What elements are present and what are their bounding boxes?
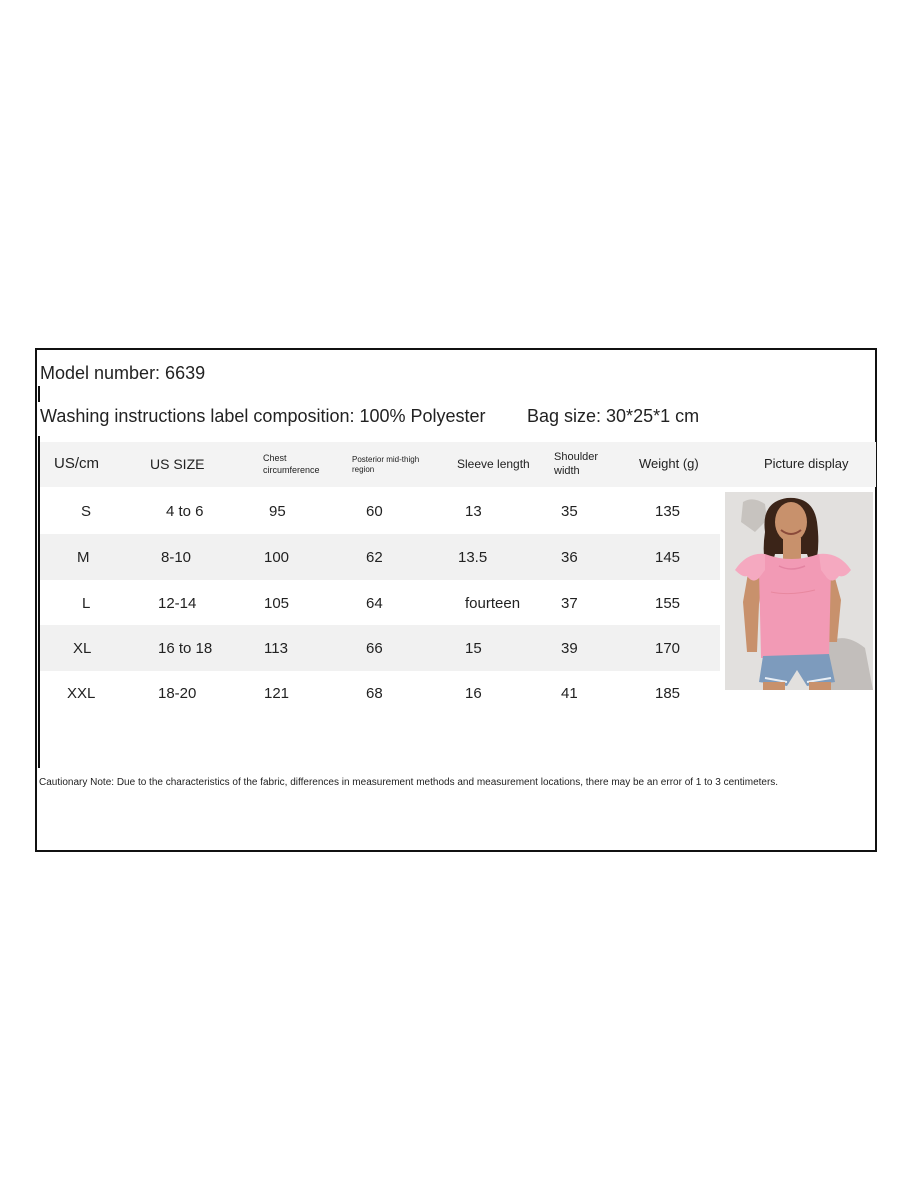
cell-shoulder: 37 xyxy=(561,594,578,612)
cell-chest: 113 xyxy=(264,639,288,657)
cell-shoulder: 36 xyxy=(561,548,578,566)
cell-us-size: 4 to 6 xyxy=(166,502,204,520)
model-number: Model number: 6639 xyxy=(40,363,206,383)
cell-us-size: 8-10 xyxy=(161,548,192,566)
cell-weight: 155 xyxy=(655,594,681,612)
table-row xyxy=(40,625,720,671)
cell-us-cm: M xyxy=(77,548,90,566)
table-row xyxy=(40,580,720,626)
cell-chest: 105 xyxy=(264,594,290,612)
cell-us-size: 16 to 18 xyxy=(158,639,213,657)
cell-weight: 145 xyxy=(655,548,681,566)
cell-sleeve: 13.5 xyxy=(458,548,488,566)
frame-marker xyxy=(38,386,40,402)
cell-posterior: 66 xyxy=(366,639,383,657)
cell-us-size: 18-20 xyxy=(158,684,197,702)
washing-instructions: Washing instructions label composition: 100% Polyester xyxy=(40,406,486,426)
cell-posterior: 60 xyxy=(366,502,383,520)
cell-us-cm: XXL xyxy=(67,684,96,702)
cell-chest: 95 xyxy=(269,502,286,520)
cell-shoulder: 41 xyxy=(561,684,578,702)
cell-chest: 100 xyxy=(264,548,290,566)
cell-weight: 170 xyxy=(655,639,681,657)
cell-shoulder: 39 xyxy=(561,639,578,657)
col-header-shoulder: Shoulder width xyxy=(554,450,599,477)
cell-weight: 135 xyxy=(655,502,681,520)
table-row xyxy=(40,488,720,534)
cell-chest: 121 xyxy=(264,684,290,702)
col-header-sleeve: Sleeve length xyxy=(457,457,530,471)
cautionary-note: Cautionary Note: Due to the characteristics of the fabric, differences in measurement methods and measurement locations, there may be an error of 1 to 3 centimeters. xyxy=(39,777,779,788)
cell-sleeve: fourteen xyxy=(465,594,521,612)
model-in-pink-blouse-illustration xyxy=(725,492,873,690)
cell-us-cm: XL xyxy=(73,639,92,657)
col-header-weight: Weight (g) xyxy=(639,456,699,472)
cell-shoulder: 35 xyxy=(561,502,578,520)
col-header-picture: Picture display xyxy=(764,456,849,472)
cell-posterior: 68 xyxy=(366,684,383,702)
table-row xyxy=(40,534,720,580)
cell-us-cm: L xyxy=(82,594,91,612)
col-header-chest: Chest circumference xyxy=(263,453,320,475)
cell-posterior: 64 xyxy=(366,594,383,612)
col-header-us-cm: US/cm xyxy=(54,455,99,473)
cell-weight: 185 xyxy=(655,684,681,702)
product-photo xyxy=(725,492,873,690)
cell-sleeve: 13 xyxy=(465,502,482,520)
col-header-us-size: US SIZE xyxy=(150,455,205,472)
table-row xyxy=(40,670,720,716)
bag-size: Bag size: 30*25*1 cm xyxy=(527,406,700,426)
col-header-posterior: Posterior mid-thigh region xyxy=(352,454,420,474)
cell-sleeve: 15 xyxy=(465,639,482,657)
cell-us-cm: S xyxy=(81,502,92,520)
cell-us-size: 12-14 xyxy=(158,594,197,612)
cell-sleeve: 16 xyxy=(465,684,482,702)
cell-posterior: 62 xyxy=(366,548,383,566)
size-chart-frame xyxy=(35,348,877,852)
